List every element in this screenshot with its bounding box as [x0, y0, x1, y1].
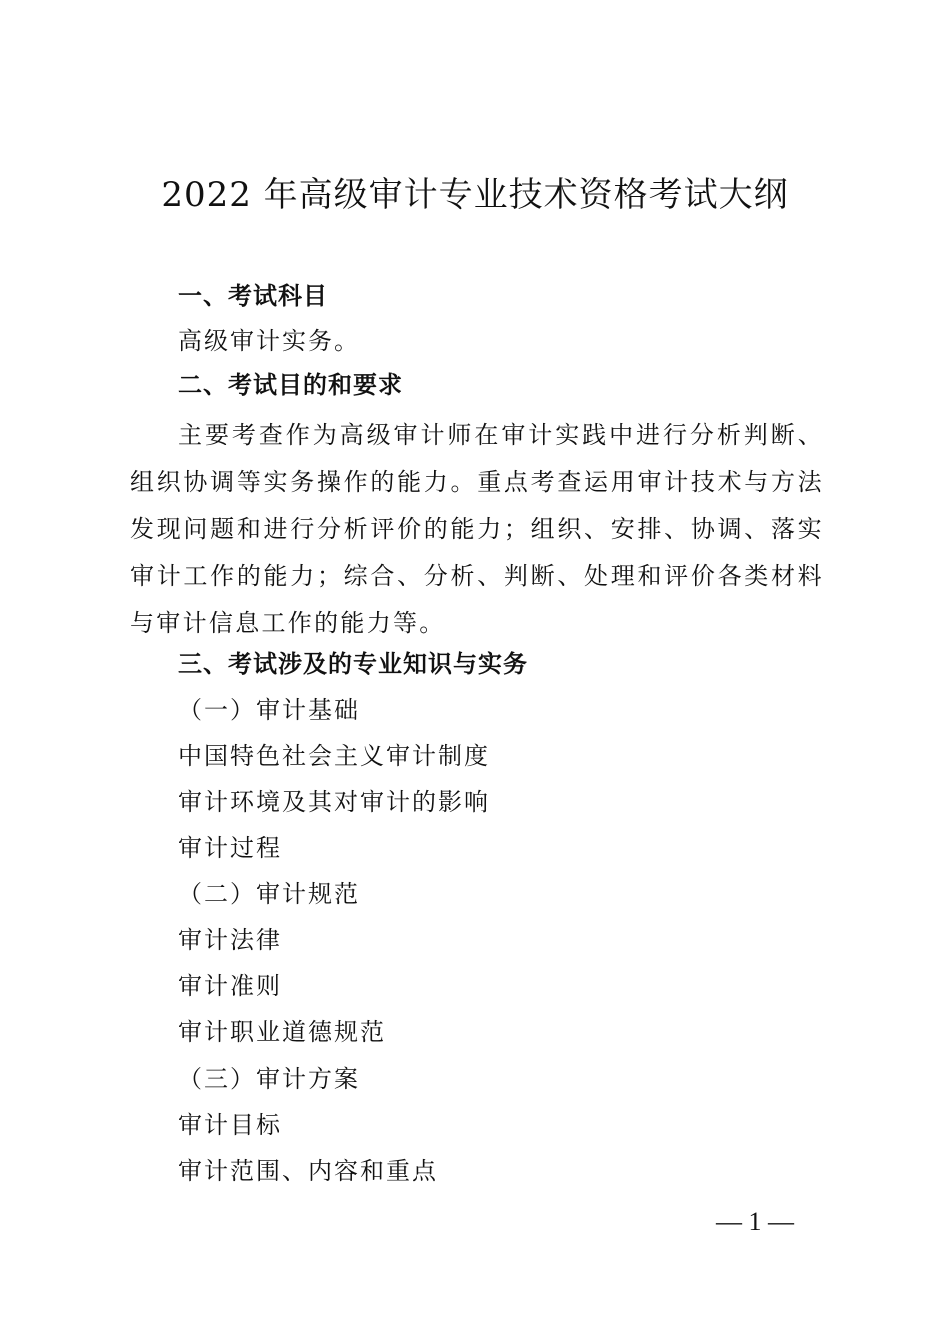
- document-title: 2022 年高级审计专业技术资格考试大纲: [161, 175, 789, 215]
- list-item: 审计职业道德规范: [178, 1018, 386, 1046]
- list-item: 审计范围、内容和重点: [178, 1157, 438, 1185]
- subsection-heading-norms: （二）审计规范: [178, 880, 360, 908]
- section-heading-purpose: 二、考试目的和要求: [178, 371, 403, 399]
- list-item: 审计法律: [178, 926, 282, 954]
- list-item: 审计准则: [178, 972, 282, 1000]
- subsection-heading-basics: （一）审计基础: [178, 696, 360, 724]
- section-heading-subjects: 一、考试科目: [178, 282, 328, 310]
- list-item: 审计过程: [178, 834, 282, 862]
- list-item: 审计目标: [178, 1111, 282, 1139]
- list-item: 中国特色社会主义审计制度: [178, 742, 490, 770]
- list-item: 审计环境及其对审计的影响: [178, 788, 490, 816]
- page-number: — 1 —: [716, 1207, 794, 1236]
- section-heading-knowledge: 三、考试涉及的专业知识与实务: [178, 650, 528, 678]
- section-body-purpose: 主要考查作为高级审计师在审计实践中进行分析判断、组织协调等实务操作的能力。重点考查运用审计技术与方法发现问题和进行分析评价的能力；组织、安排、协调、落实审计工作的能力；综合、分析、判断、处理和评价各类材料与审计信息工作的能力等。: [130, 421, 824, 637]
- section-body-subjects: 高级审计实务。: [178, 327, 360, 355]
- subsection-heading-plan: （三）审计方案: [178, 1065, 360, 1093]
